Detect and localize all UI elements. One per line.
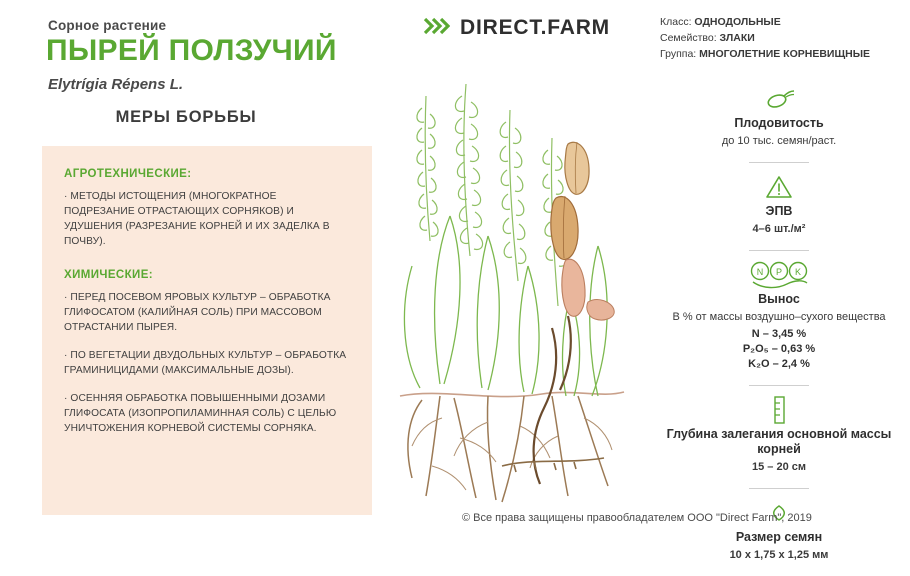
fact-value: 15 – 20 см	[751, 461, 806, 473]
removal-line-k: K₂O – 2,4 %	[748, 358, 810, 370]
divider	[749, 488, 809, 489]
fact-title: Размер семян	[735, 530, 823, 544]
divider	[749, 162, 809, 163]
fact-seed-size	[648, 498, 910, 563]
plant-illustration	[392, 66, 629, 506]
facts-column	[648, 84, 910, 576]
fact-value: 4–6 шт./м²	[752, 223, 806, 235]
chevrons-icon	[424, 17, 450, 40]
list-item: · ОСЕННЯЯ ОБРАБОТКА ПОВЫШЕННЫМИ ДОЗАМИ ГЛИФОСАТА (ИЗОПРОПИЛАМИННАЯ СОЛЬ) С ЦЕЛЬЮ УНИЧТОЖЕНИЯ КОРНЕВОЙ СИСТЕМЫ СОРНЯКА.	[64, 393, 337, 434]
fact-value: В % от массы воздушно–сухого вещества	[672, 311, 886, 323]
latin-name: Elytrígia Répens L.	[48, 76, 184, 93]
section-heading-chemical: ХИМИЧЕСКИЕ:	[64, 269, 154, 281]
left-column	[0, 0, 372, 545]
removal-line-p: P₂O₅ – 0,63 %	[742, 343, 816, 355]
svg-text:N: N	[756, 267, 764, 277]
fact-root-depth	[648, 395, 910, 475]
weed-kicker: Сорное растение	[48, 18, 167, 33]
npk-icon	[648, 260, 910, 290]
fact-epv	[648, 172, 910, 237]
page-title: ПЫРЕЙ ПОЛЗУЧИЙ	[46, 34, 337, 67]
list-item: · ПЕРЕД ПОСЕВОМ ЯРОВЫХ КУЛЬТУР – ОБРАБОТКА ГЛИФОСАТОМ (КАЛИЙНАЯ СОЛЬ) ПРИ МАССОВОМ ОТРАСТАНИИ ПЫРЕЯ.	[64, 292, 331, 333]
svg-text:P: P	[775, 267, 783, 277]
svg-text:K: K	[794, 267, 802, 277]
fact-value: 10 х 1,75 х 1,25 мм	[729, 549, 829, 561]
fact-value: до 10 тыс. семян/раст.	[721, 135, 837, 147]
fact-fertility	[648, 84, 910, 149]
removal-line-n: N – 3,45 %	[751, 328, 807, 340]
measures-panel	[42, 146, 372, 515]
divider	[749, 250, 809, 251]
taxonomy-label: Семейство:	[660, 32, 717, 44]
taxonomy-value: ОДНОДОЛЬНЫЕ	[694, 16, 781, 28]
taxonomy-row-class	[660, 14, 900, 30]
divider	[749, 385, 809, 386]
taxonomy-value: МНОГОЛЕТНИЕ КОРНЕВИЩНЫЕ	[699, 48, 871, 60]
list-item: · ПО ВЕГЕТАЦИИ ДВУДОЛЬНЫХ КУЛЬТУР – ОБРАБОТКА ГРАМИНИЦИДАМИ (МАКСИМАЛЬНЫЕ ДОЗЫ).	[64, 350, 347, 376]
taxonomy-label: Группа:	[660, 48, 697, 60]
taxonomy-row-group	[660, 46, 900, 62]
taxonomy-label: Класс:	[660, 16, 692, 28]
copyright-footer: © Все права защищены правообладателем ООО "Direct Farm", 2019	[462, 512, 812, 524]
taxonomy-value: ЗЛАКИ	[719, 32, 755, 44]
brand-logo-text: DIRECT.FARM	[460, 16, 610, 39]
fact-title: ЭПВ	[765, 204, 793, 218]
measures-heading: МЕРЫ БОРЬБЫ	[115, 108, 257, 126]
fact-title: Плодовитость	[734, 116, 824, 130]
brand-logo[interactable]	[424, 16, 610, 40]
section-heading-agrotechnical: АГРОТЕХНИЧЕСКИЕ:	[64, 168, 192, 180]
fact-removal	[648, 260, 910, 372]
seed-icon	[648, 84, 910, 114]
list-item: · МЕТОДЫ ИСТОЩЕНИЯ (МНОГОКРАТНОЕ ПОДРЕЗАНИЕ ОТРАСТАЮЩИХ СОРНЯКОВ) И УДУШЕНИЯ (РАЗРЕЗАНИЕ КОРНЕЙ И ИХ ЗАДЕЛКА В ПОЧВУ).	[64, 191, 330, 247]
ruler-icon	[648, 395, 910, 425]
warning-triangle-icon	[648, 172, 910, 202]
fact-title: Вынос	[758, 292, 800, 306]
removal-values	[648, 327, 910, 372]
taxonomy-block	[660, 14, 900, 62]
taxonomy-row-family	[660, 30, 900, 46]
fact-title: Глубина залегания основной массы корней	[666, 427, 892, 456]
